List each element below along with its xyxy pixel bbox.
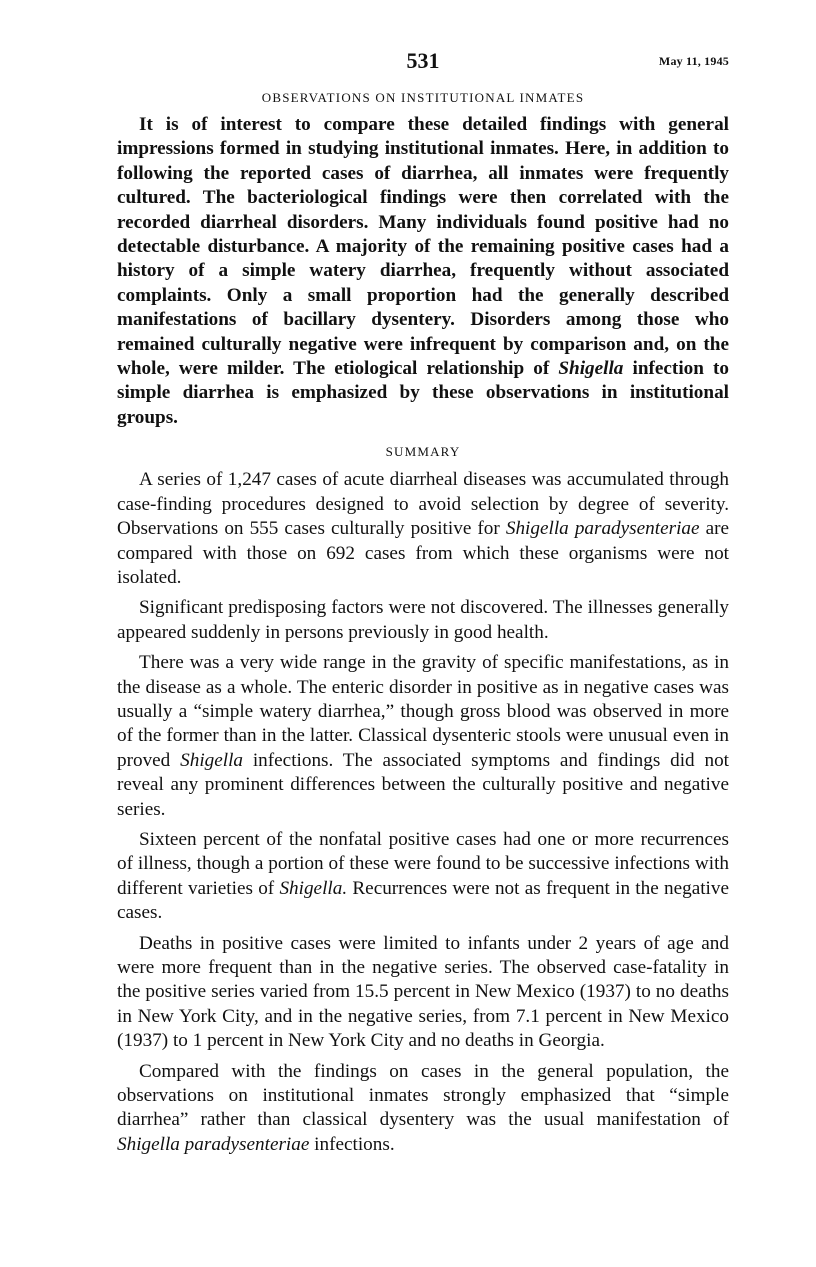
summary-paragraph-6 xyxy=(117,1060,729,1158)
summary-paragraph-4 xyxy=(117,828,729,926)
italic-term: Shigella xyxy=(558,358,624,380)
text-run: Deaths in positive cases were limited to infants under 2 years of age and were more frequent than in the negative series. The observed case-fatality in the positive series varied from 15.5 percent in New Mexico (1937) to no deaths in New York City, and in the negative series, from 7.1 percent in New Mexico (1937) to 1 percent in New York City and no deaths in Georgia. xyxy=(117,932,729,1052)
italic-term: Shigella paradysenteriae xyxy=(117,1133,310,1155)
summary-paragraph-5 xyxy=(117,932,729,1054)
running-head xyxy=(117,48,729,78)
observations-paragraph xyxy=(117,113,729,430)
text-run: A series of 1,247 cases of acute diarrheal diseases was accumulated through case-finding procedures designed to avoid selection by degree of severity. Observations on 555 cases culturally positive for xyxy=(117,469,729,540)
text-run: Recurrences were not as frequent in the negative cases. xyxy=(117,877,729,924)
page-number: 531 xyxy=(406,48,440,73)
section-heading-observations: OBSERVATIONS ON INSTITUTIONAL INMATES xyxy=(261,90,585,105)
section-heading-summary: SUMMARY xyxy=(385,444,461,460)
text-run: infections. The associated symptoms and findings did not reveal any prominent differences between the culturally positive and negative series. xyxy=(117,749,730,820)
text-run: There was a very wide range in the gravity of specific manifestations, as in the disease as a whole. The enteric disorder in positive as in negative cases was usually a “simple watery diarrhea,” though gross blood was observed in more of the former than in the latter. Classical dysenteric stools were unusual even in proved xyxy=(117,652,729,771)
text-run: Significant predisposing factors were not discovered. The illnesses generally appeared suddenly in persons previously in good health. xyxy=(117,597,729,643)
text-run: are compared with those on 692 cases from which these organisms were not isolated. xyxy=(117,518,730,588)
summary-paragraph-3 xyxy=(117,651,729,822)
text-run: It is of interest to compare these detailed findings with general impressions formed in studying institutional inmates. Here, in addition to following the reported cases of diarrhea, all inmates were frequently cultured. The bacteriological findings were then correlated with the recorded diarrheal disorders. Many individuals found positive had no detectable disturbance. A majority of the remaining positive cases had a history of a simple watery diarrhea, frequently without associated complaints. Only a small proportion had the generally described manifestations of bacillary dysentery. Disorders among those who remained culturally negative were infrequent by comparison and, on the whole, were milder. The etiological relationship of xyxy=(117,114,729,380)
text-run: Sixteen percent of the nonfatal positive cases had one or more recurrences of illness, though a portion of these were found to be successive infections with different varieties of xyxy=(117,828,729,899)
page xyxy=(117,48,729,1163)
italic-term: Shigella paradysenteriae xyxy=(505,518,700,540)
running-date: May 11, 1945 xyxy=(658,54,729,68)
text-run: infections. xyxy=(309,1133,395,1155)
summary-paragraph-1 xyxy=(117,468,729,590)
summary-paragraph-2 xyxy=(117,596,729,645)
text-run: infection to simple diarrhea is emphasized by these observations in institutional groups. xyxy=(117,358,729,428)
italic-term: Shigella. xyxy=(279,877,348,899)
italic-term: Shigella xyxy=(180,749,244,771)
text-run: Compared with the findings on cases in the general population, the observations on institutional inmates strongly emphasized that “simple diarrhea” rather than classical dysentery was the usual manifestation of xyxy=(117,1060,729,1131)
